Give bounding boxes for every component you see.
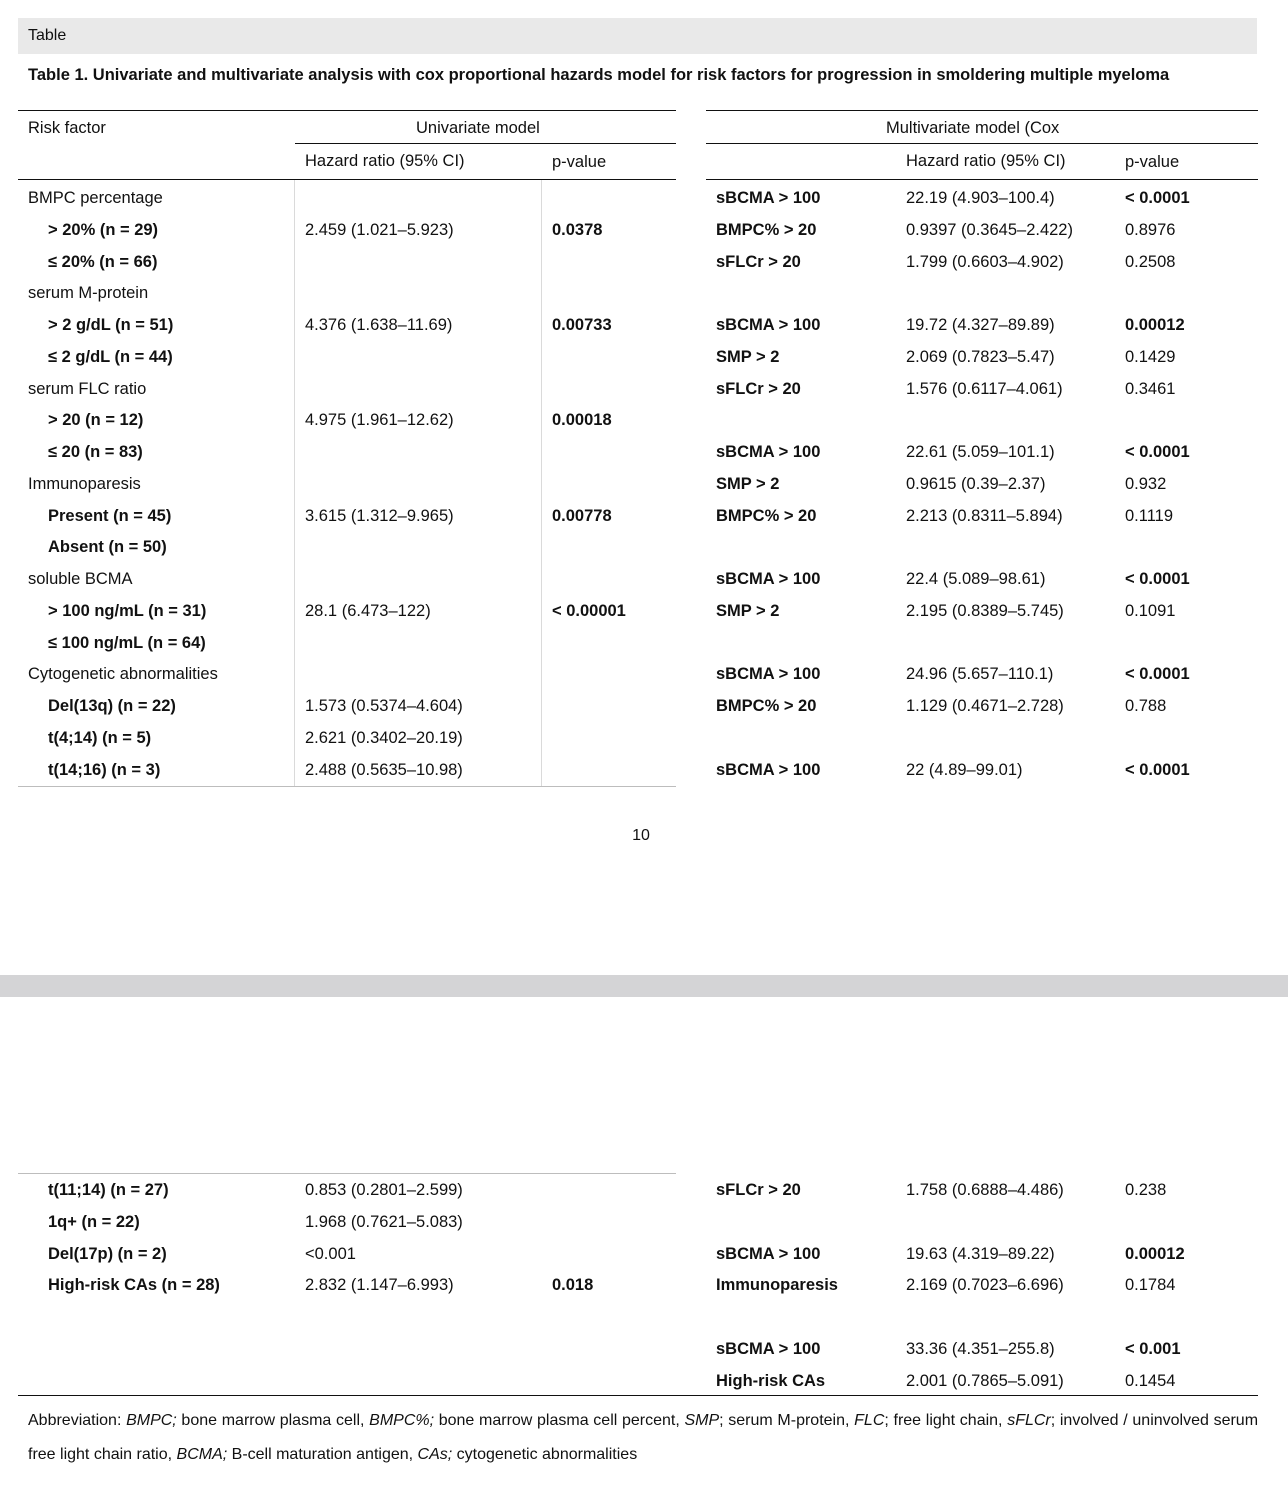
risk-factor-label: serum FLC ratio [28, 380, 147, 398]
abbreviation-text: bone marrow plasma cell, [176, 1412, 370, 1429]
multivariate-p: 0.1091 [1125, 602, 1176, 620]
multivariate-hr: 19.72 (4.327–89.89) [906, 316, 1055, 334]
abbreviation-text: ; free light chain, [884, 1412, 1008, 1429]
multivariate-variable: SMP > 2 [716, 348, 780, 366]
abbreviation-text: B-cell maturation antigen, [227, 1446, 418, 1463]
header-bottom-rule-right [706, 179, 1258, 180]
multivariate-p: 0.1454 [1125, 1372, 1176, 1390]
header-hr-uni: Hazard ratio (95% CI) [305, 152, 465, 170]
abbreviation-term: FLC [854, 1412, 885, 1429]
univariate-hr: 1.573 (0.5374–4.604) [305, 697, 463, 715]
multivariate-p: 0.00012 [1125, 316, 1185, 334]
risk-factor-label: ≤ 20 (n = 83) [48, 443, 143, 461]
abbreviation-term: BMPC%; [369, 1412, 435, 1429]
univariate-p: 0.00018 [552, 411, 612, 429]
abbreviation-text: ; serum M-protein, [719, 1412, 855, 1429]
multivariate-variable: sBCMA > 100 [716, 1340, 821, 1358]
page1-bottom-rule [18, 786, 676, 787]
risk-factor-label: Del(13q) (n = 22) [48, 697, 176, 715]
header-p-uni: p-value [552, 153, 607, 171]
multivariate-p: < 0.0001 [1125, 761, 1190, 779]
table-title: Table 1. Univariate and multivariate analysis with cox proportional hazards model for risk factors for progression in smoldering multiple myeloma [28, 66, 1170, 84]
multivariate-variable: sBCMA > 100 [716, 665, 821, 683]
multivariate-variable: sFLCr > 20 [716, 1181, 801, 1199]
sub-rule-left [295, 143, 676, 144]
abbreviation-term: BMPC; [126, 1412, 177, 1429]
multivariate-hr: 19.63 (4.319–89.22) [906, 1245, 1055, 1263]
page-number: 10 [632, 827, 650, 844]
multivariate-p: < 0.0001 [1125, 189, 1190, 207]
multivariate-hr: 0.9397 (0.3645–2.422) [906, 221, 1073, 239]
abbreviation-text: bone marrow plasma cell percent, [434, 1412, 685, 1429]
multivariate-variable: BMPC% > 20 [716, 221, 817, 239]
section-label: Table [18, 18, 1257, 54]
risk-factor-label: > 100 ng/mL (n = 31) [48, 602, 207, 620]
multivariate-p: 0.2508 [1125, 253, 1176, 271]
univariate-hr: 2.459 (1.021–5.923) [305, 221, 454, 239]
multivariate-p: < 0.0001 [1125, 443, 1190, 461]
multivariate-hr: 2.001 (0.7865–5.091) [906, 1372, 1064, 1390]
multivariate-variable: sBCMA > 100 [716, 1245, 821, 1263]
risk-factor-label: t(4;14) (n = 5) [48, 729, 152, 747]
multivariate-hr: 2.195 (0.8389–5.745) [906, 602, 1064, 620]
risk-factor-label: 1q+ (n = 22) [48, 1213, 140, 1231]
multivariate-hr: 24.96 (5.657–110.1) [906, 665, 1054, 683]
multivariate-p: < 0.001 [1125, 1340, 1181, 1358]
header-p-multi: p-value [1125, 153, 1180, 171]
univariate-p: 0.00778 [552, 507, 612, 525]
multivariate-hr: 22 (4.89–99.01) [906, 761, 1023, 779]
abbreviation-text: ; involved / uninvolved serum free light chain ratio, [28, 1412, 1259, 1463]
univariate-hr: 4.975 (1.961–12.62) [305, 411, 454, 429]
multivariate-hr: 22.19 (4.903–100.4) [906, 189, 1055, 207]
multivariate-hr: 22.61 (5.059–101.1) [906, 443, 1055, 461]
multivariate-hr: 2.169 (0.7023–6.696) [906, 1276, 1064, 1294]
multivariate-hr: 1.799 (0.6603–4.902) [906, 253, 1064, 271]
univariate-hr: 2.621 (0.3402–20.19) [305, 729, 463, 747]
multivariate-hr: 22.4 (5.089–98.61) [906, 570, 1046, 588]
univariate-hr: 2.488 (0.5635–10.98) [305, 761, 463, 779]
multivariate-p: 0.8976 [1125, 221, 1176, 239]
multivariate-variable: High-risk CAs [716, 1372, 826, 1390]
multivariate-variable: sBCMA > 100 [716, 443, 821, 461]
multivariate-hr: 1.576 (0.6117–4.061) [906, 380, 1063, 398]
abbreviation-term: SMP [684, 1412, 720, 1429]
abbreviation-term: CAs; [417, 1446, 453, 1463]
risk-factor-label: Immunoparesis [28, 475, 141, 493]
multivariate-hr: 33.36 (4.351–255.8) [906, 1340, 1055, 1358]
multivariate-variable: sFLCr > 20 [716, 380, 801, 398]
multivariate-variable: sBCMA > 100 [716, 761, 821, 779]
univariate-hr: 1.968 (0.7621–5.083) [305, 1213, 463, 1231]
multivariate-p: 0.1784 [1125, 1276, 1176, 1294]
multivariate-hr: 2.213 (0.8311–5.894) [906, 507, 1063, 525]
multivariate-variable: BMPC% > 20 [716, 697, 817, 715]
multivariate-p: 0.932 [1125, 475, 1167, 493]
abbreviation-text: Abbreviation: [28, 1412, 127, 1429]
header-risk-factor: Risk factor [28, 119, 106, 137]
risk-factor-label: soluble BCMA [28, 570, 133, 588]
top-rule-left [18, 110, 676, 111]
header-bottom-rule-left [18, 179, 676, 180]
risk-factor-label: ≤ 20% (n = 66) [48, 253, 158, 271]
col-divider-2 [541, 180, 542, 786]
multivariate-p: 0.3461 [1125, 380, 1176, 398]
univariate-p: 0.0378 [552, 221, 603, 239]
multivariate-p: 0.1119 [1125, 507, 1174, 525]
risk-factor-label: ≤ 2 g/dL (n = 44) [48, 348, 173, 366]
multivariate-variable: SMP > 2 [716, 475, 780, 493]
risk-factor-label: BMPC percentage [28, 189, 163, 207]
risk-factor-label: t(11;14) (n = 27) [48, 1181, 169, 1199]
univariate-hr: 4.376 (1.638–11.69) [305, 316, 453, 334]
abbreviation-term: BCMA; [176, 1446, 228, 1463]
header-univariate: Univariate model [416, 119, 540, 137]
risk-factor-label: Absent (n = 50) [48, 538, 167, 556]
multivariate-p: 0.238 [1125, 1181, 1167, 1199]
univariate-hr: 0.853 (0.2801–2.599) [305, 1181, 463, 1199]
multivariate-variable: sBCMA > 100 [716, 189, 821, 207]
multivariate-p: 0.788 [1125, 697, 1167, 715]
univariate-hr: 28.1 (6.473–122) [305, 602, 431, 620]
univariate-p: 0.00733 [552, 316, 612, 334]
multivariate-variable: Immunoparesis [716, 1276, 838, 1294]
abbreviation-note [28, 1404, 1258, 1472]
abbreviation-term: sFLCr [1007, 1412, 1051, 1429]
col-divider-1 [294, 180, 295, 786]
table-bottom-rule [18, 1395, 1258, 1396]
multivariate-p: < 0.0001 [1125, 570, 1190, 588]
top-rule-right [706, 110, 1258, 111]
page-break [0, 975, 1288, 997]
multivariate-hr: 1.758 (0.6888–4.486) [906, 1181, 1064, 1199]
multivariate-hr: 0.9615 (0.39–2.37) [906, 475, 1046, 493]
risk-factor-label: > 2 g/dL (n = 51) [48, 316, 174, 334]
multivariate-hr: 1.129 (0.4671–2.728) [906, 697, 1064, 715]
risk-factor-label: High-risk CAs (n = 28) [48, 1276, 220, 1294]
sub-rule-right [706, 143, 1258, 144]
risk-factor-label: > 20% (n = 29) [48, 221, 159, 239]
header-multivariate: Multivariate model (Cox [886, 119, 1060, 137]
univariate-hr: 3.615 (1.312–9.965) [305, 507, 454, 525]
univariate-p: < 0.00001 [552, 602, 626, 620]
risk-factor-label: Cytogenetic abnormalities [28, 665, 218, 683]
risk-factor-label: Present (n = 45) [48, 507, 172, 525]
multivariate-variable: BMPC% > 20 [716, 507, 817, 525]
univariate-hr: <0.001 [305, 1245, 356, 1263]
multivariate-variable: sBCMA > 100 [716, 570, 821, 588]
multivariate-variable: sBCMA > 100 [716, 316, 821, 334]
multivariate-hr: 2.069 (0.7823–5.47) [906, 348, 1055, 366]
multivariate-variable: SMP > 2 [716, 602, 780, 620]
risk-factor-label: > 20 (n = 12) [48, 411, 144, 429]
risk-factor-label: serum M-protein [28, 284, 149, 302]
multivariate-p: 0.00012 [1125, 1245, 1185, 1263]
multivariate-variable: sFLCr > 20 [716, 253, 801, 271]
risk-factor-label: Del(17p) (n = 2) [48, 1245, 167, 1263]
risk-factor-label: ≤ 100 ng/mL (n = 64) [48, 634, 206, 652]
multivariate-p: 0.1429 [1125, 348, 1176, 366]
risk-factor-label: t(14;16) (n = 3) [48, 761, 161, 779]
multivariate-p: < 0.0001 [1125, 665, 1190, 683]
univariate-p: 0.018 [552, 1276, 594, 1294]
header-hr-multi: Hazard ratio (95% CI) [906, 152, 1066, 170]
page2-top-rule [18, 1173, 676, 1174]
abbreviation-text: cytogenetic abnormalities [452, 1446, 638, 1463]
univariate-hr: 2.832 (1.147–6.993) [305, 1276, 454, 1294]
